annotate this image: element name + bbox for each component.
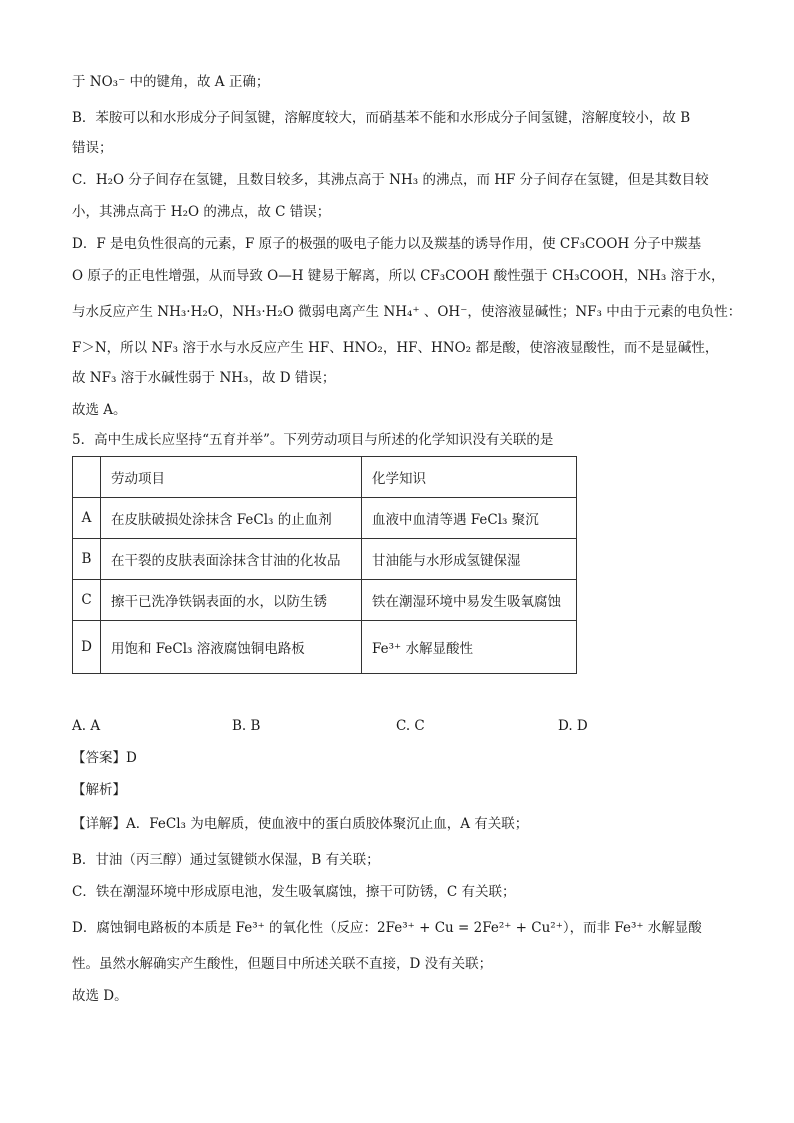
table-cell: A [73, 498, 101, 539]
option-d[interactable]: D. D [558, 718, 588, 734]
text-line: 错误； [72, 140, 113, 156]
analysis-line: C．铁在潮湿环境中形成原电池，发生吸氧腐蚀，擦干可防锈，C 有关联； [72, 884, 516, 900]
text-line: 与水反应产生 NH₃·H₂O，NH₃·H₂O 微弱电离产生 NH₄⁺ 、OH⁻，使溶液显碱性；NF₃ 中由于元素的电负性： [72, 304, 742, 320]
table-cell: 血液中血清等遇 FeCl₃ 聚沉 [362, 498, 577, 539]
option-c[interactable]: C. C [396, 718, 425, 734]
analysis-line: 故选 D。 [72, 988, 128, 1004]
text-line: C．H₂O 分子间存在氢键，且数目较多，其沸点高于 NH₃ 的沸点，而 HF 分子间存在氢键，但是其数目较 [72, 172, 709, 188]
table-header-cell [73, 457, 101, 498]
text-line: D．F 是电负性很高的元素，F 原子的极强的吸电子能力以及羰基的诱导作用，使 CF₃COOH 分子中羰基 [72, 236, 702, 252]
table-row [73, 498, 577, 539]
text-line: B．苯胺可以和水形成分子间氢键，溶解度较大，而硝基苯不能和水形成分子间氢键，溶解度较小，故 B [72, 110, 691, 126]
table-header-cell: 劳动项目 [101, 457, 362, 498]
text-line: F＞N，所以 NF₃ 溶于水与水反应产生 HF、HNO₂，HF、HNO₂ 都是酸，使溶液显酸性，而不是显碱性， [72, 340, 719, 356]
option-b[interactable]: B. B [232, 718, 261, 734]
table-cell: C [73, 580, 101, 621]
analysis-line: 【详解】A．FeCl₃ 为电解质，使血液中的蛋白质胶体聚沉止血，A 有关联； [72, 816, 529, 832]
table-cell: B [73, 539, 101, 580]
table-cell: 擦干已洗净铁锅表面的水，以防生锈 [101, 580, 362, 621]
table-row [73, 580, 577, 621]
table-cell: D [73, 621, 101, 674]
table-cell: 在干裂的皮肤表面涂抹含甘油的化妆品 [101, 539, 362, 580]
table-cell: Fe³⁺ 水解显酸性 [362, 621, 577, 674]
analysis-label: 【解析】 [72, 782, 126, 798]
question-title: 5．高中生成长应坚持“五育并举”。下列劳动项目与所述的化学知识没有关联的是 [72, 432, 554, 448]
text-line: 小，其沸点高于 H₂O 的沸点，故 C 错误； [72, 204, 331, 220]
text-line: 故 NF₃ 溶于水碱性弱于 NH₃，故 D 错误； [72, 370, 336, 386]
table-row [73, 621, 577, 674]
text-line: O 原子的正电性增强，从而导致 O—H 键易于解离，所以 CF₃COOH 酸性强于 CH₃COOH，NH₃ 溶于水， [72, 268, 725, 284]
table-header-row [73, 457, 577, 498]
table-cell: 在皮肤破损处涂抹含 FeCl₃ 的止血剂 [101, 498, 362, 539]
table-row [73, 539, 577, 580]
option-a[interactable]: A. A [72, 718, 101, 734]
table-cell: 用饱和 FeCl₃ 溶液腐蚀铜电路板 [101, 621, 362, 674]
analysis-line: 性。虽然水解确实产生酸性，但题目中所述关联不直接，D 没有关联； [72, 956, 493, 972]
labor-knowledge-table [72, 456, 577, 674]
analysis-line: D．腐蚀铜电路板的本质是 Fe³⁺ 的氧化性（反应：2Fe³⁺ + Cu = 2Fe²⁺ + Cu²⁺），而非 Fe³⁺ 水解显酸 [72, 920, 702, 936]
answer-line: 【答案】D [72, 750, 137, 766]
text-line: 故选 A。 [72, 402, 127, 418]
table-cell: 铁在潮湿环境中易发生吸氧腐蚀 [362, 580, 577, 621]
table-header-cell: 化学知识 [362, 457, 577, 498]
text-line: 于 NO₃⁻ 中的键角，故 A 正确； [72, 74, 270, 90]
table-cell: 甘油能与水形成氢键保湿 [362, 539, 577, 580]
analysis-line: B．甘油（丙三醇）通过氢键锁水保湿，B 有关联； [72, 852, 380, 868]
